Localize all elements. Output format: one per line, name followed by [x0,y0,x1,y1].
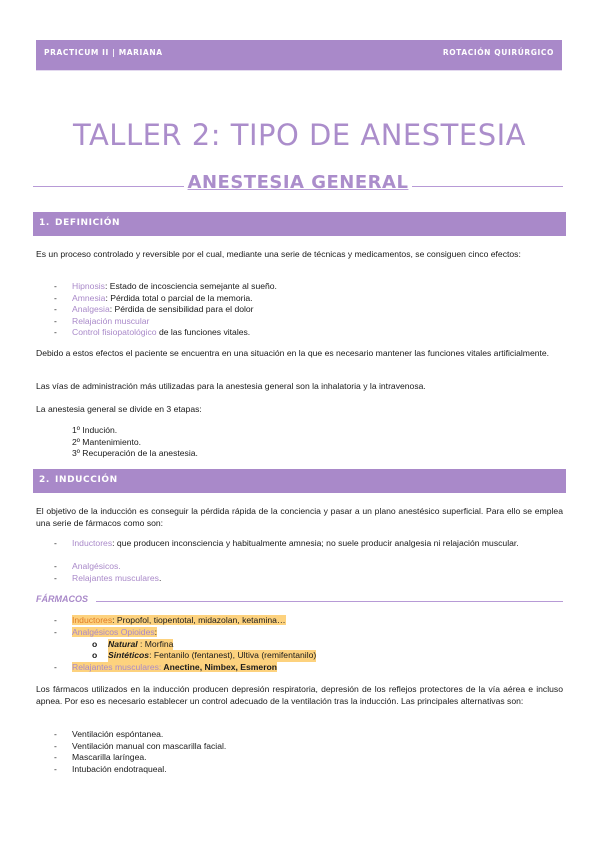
section-number: 2. [39,475,50,485]
definicion-para-2: Las vías de administración más utilizadas para la anestesia general son la inhalatoria y la intravenosa. [36,381,426,391]
definicion-para-3: La anestesia general se divide en 3 etapas: [36,404,202,414]
page-header [36,40,562,71]
stage-item: 2º Mantenimiento. [72,436,142,447]
stage-item: 3º Recuperación de la anestesia. [72,448,198,458]
header-right-text: ROTACIÓN QUIRÚRGICO [442,48,554,57]
section-number: 1. [39,218,50,228]
section-header-definicion [33,212,566,236]
induccion-para-1: Los fármacos utilizados en la inducción producen depresión respiratoria, depresión de los reflejos protectores de la vía aérea e incluso apnea. Por eso es necesario establecer un control adecuado de la ventilación tras la inducción. Las principales alternativas son: [36,684,563,706]
header-left-text: PRACTICUM II | MARIANA [44,48,163,57]
page-subtitle: ANESTESIA GENERAL [33,172,563,193]
farmacos-divider [96,601,563,602]
definicion-para-1: Debido a estos efectos el paciente se encuentra en una situación en la que es necesario mantener las funciones vitales artificialmente. [36,348,550,358]
page-title: TALLER 2: TIPO DE ANESTESIA [72,118,527,152]
definicion-intro: Es un proceso controlado y reversible por el cual, mediante una serie de técnicas y medicamentos, se consiguen cinco efectos: [36,249,521,259]
section-title: DEFINICIÓN [55,218,121,228]
section-title: INDUCCIÓN [55,475,118,485]
subtitle-block [33,172,563,196]
farmacos-label: FÁRMACOS [36,594,92,604]
stage-item: 1º Indución. [72,425,118,435]
farmacos-heading [36,594,563,608]
section-header-induccion [33,469,566,493]
induccion-intro: El objetivo de la inducción es conseguir la pérdida rápida de la conciencia y pasar a un plano anestésico superficial. Para ello se emplea una serie de fármacos como son: [36,506,563,528]
